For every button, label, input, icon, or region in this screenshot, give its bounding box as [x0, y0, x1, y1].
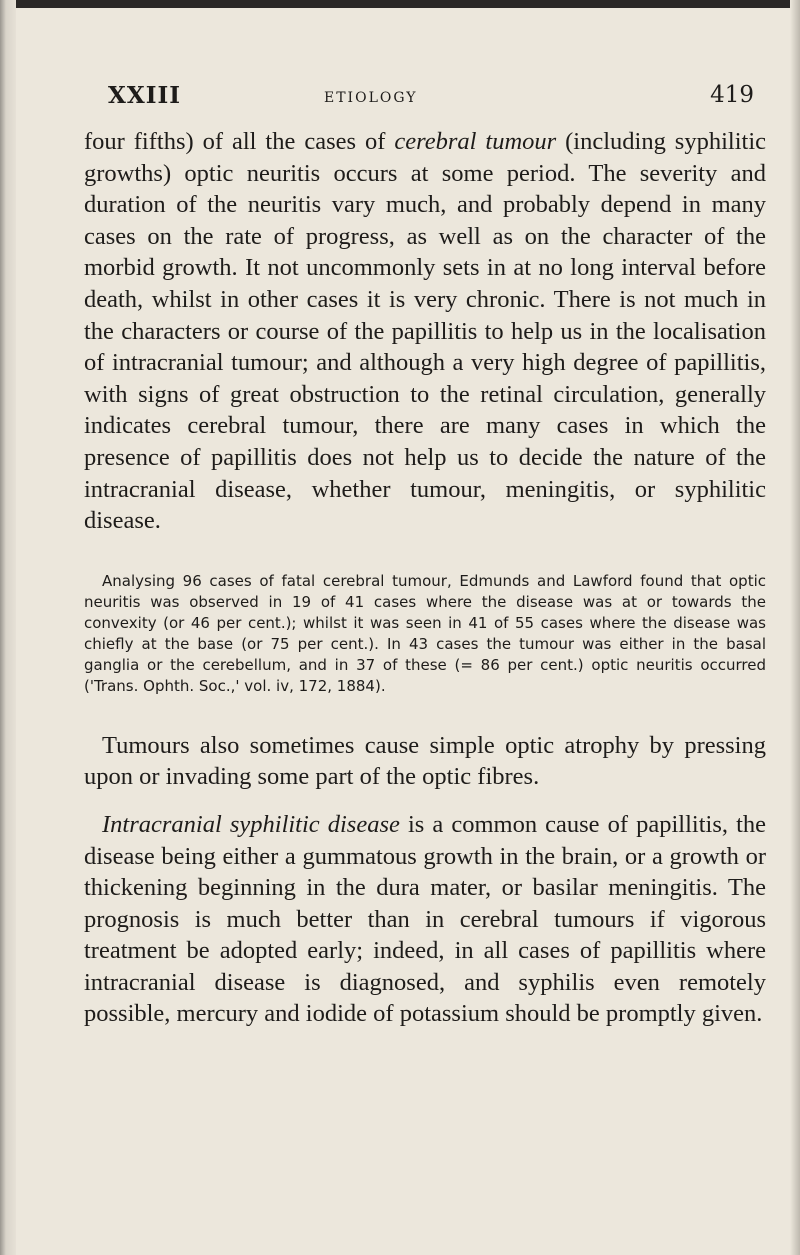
chapter-number: XXIII: [108, 82, 181, 109]
page-number: 419: [710, 82, 754, 108]
paragraph-3-text: is a common cause of papillitis, the disease being either a gummatous growth in the brain, or a growth or thickening beginning in the dura mater, or basilar meningitis. The prognosis is much better than in cerebral tumours if vigorous treatment be adopted early; indeed, in all cases of papillitis where intracranial disease is diagnosed, and syphilis even remotely possible, mercury and iodide of potassium should be promptly given.: [84, 810, 766, 1028]
running-header: [84, 82, 766, 126]
paragraph-1-emphasis: cerebral tumour: [394, 128, 557, 155]
book-page: [84, 82, 766, 1030]
paragraph-3-emphasis: Intracranial syphilitic disease: [102, 810, 400, 838]
running-title: ETIOLOGY: [324, 90, 418, 106]
paragraph-1-text: (including syphilitic growths) optic neuritis occurs at some period. The severity and duration of the neuritis vary much, and probably depend in many cases on the rate of progress, as well as on the character of the morbid growth. It not uncommonly sets in at no long interval before death, whilst in other cases it is very chronic. There is not much in the characters or course of the papillitis to help us in the localisation of intracranial tumour; and although a very high degree of papillitis, with signs of great obstruction to the retinal circulation, generally indicates cerebral tumour, there are many cases in which the presence of papillitis does not help us to decide the nature of the intracranial disease, whether tumour, meningitis, or syphilitic disease.: [84, 128, 767, 535]
page-binding-shadow: [0, 0, 16, 1255]
page-top-edge: [0, 0, 800, 8]
body-paragraph-1: [84, 126, 766, 537]
paragraph-1-lead: four fifths) of all the cases of: [84, 128, 395, 155]
footnote-paragraph: Analysing 96 cases of fatal cerebral tumour, Edmunds and Lawford found that optic neuritis was observed in 19 of 41 cases where the disease was at or towards the convexity (or 46 per cent.); whilst it was seen in 41 of 55 cases where the disease was chiefly at the base (or 75 per cent.). In 43 cases the tumour was either in the basal ganglia or the cerebellum, and in 37 of these (= 86 per cent.) optic neuritis occurred ('Trans. Ophth. Soc.,' vol. iv, 172, 1884).: [84, 571, 766, 695]
body-paragraph-2: Tumours also sometimes cause simple optic atrophy by pressing upon or invading some part of the optic fibres.: [84, 731, 766, 791]
body-paragraph-3: [84, 809, 766, 1030]
page-right-edge: [790, 0, 800, 1255]
